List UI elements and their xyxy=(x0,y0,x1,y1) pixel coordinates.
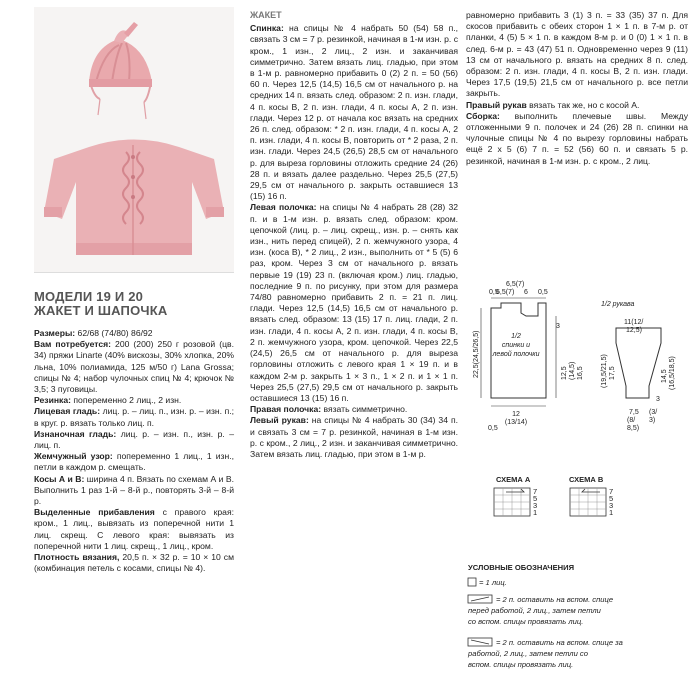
instruction-term: Правая полочка: xyxy=(250,404,322,415)
section-title xyxy=(34,290,234,318)
schema-b-title: СХЕМА В xyxy=(569,475,604,484)
sleeve-bottom-4: (3/ xyxy=(649,409,658,416)
schema-b-row-1: 1 xyxy=(609,508,614,517)
instruction-paragraph xyxy=(466,10,688,100)
sleeve-right-3: 3 xyxy=(656,396,660,403)
spec-paragraph xyxy=(34,474,234,508)
schema-a-row-1: 1 xyxy=(533,508,538,517)
schema-a-row-7: 7 xyxy=(533,487,538,496)
dim-right-top: 3 xyxy=(556,323,560,330)
dim-top-2: 6,5(7) xyxy=(496,289,515,296)
spec-text: ширина 4 п. Вязать по схемам А и В. Выполнить 1 раз 1-й – 8-й р., повторять 3-й – 8-й р. xyxy=(34,473,234,507)
column-left xyxy=(34,290,234,574)
legend-knit-icon xyxy=(468,578,476,586)
dim-top-1: 6,5(7) xyxy=(506,281,525,288)
instruction-paragraph xyxy=(250,202,458,404)
schema-b-row-7: 7 xyxy=(609,487,614,496)
spec-term: Вам потребуется: xyxy=(34,339,112,350)
spec-term: Резинка: xyxy=(34,395,71,406)
spec-term: Плотность вязания, xyxy=(34,552,120,563)
spec-paragraph xyxy=(34,552,234,574)
title-jacket-hat: ЖАКЕТ И ШАПОЧКА xyxy=(34,303,168,318)
instruction-text: выполнить плечевые швы. Между отложенными 9 п. полочек и 24 (26) 28 п. спинки на чулочные спицы № 4 по вырезу горловины набрать ещё 2 х 5 (6) 7 п. = 52 (56) 60 п. и связать 5 р. резинкой, начиная в 1-м изн. р. с кром., 2 лиц. xyxy=(466,110,688,166)
sleeve-title: 1/2 рукава xyxy=(601,301,635,308)
legend xyxy=(467,563,623,669)
spec-term: Косы А и В: xyxy=(34,473,85,484)
sleeve-side-1: (19,5/21,5) xyxy=(601,354,608,388)
instruction-text: вязать так же, но с косой А. xyxy=(526,99,640,110)
column-middle xyxy=(250,10,458,460)
dim-top-left: 0,5 xyxy=(489,289,499,296)
sleeve-right-1: 14,5 xyxy=(661,369,668,383)
sleeve-side-2: 17,5 xyxy=(609,366,616,380)
instruction-term: Правый рукав xyxy=(466,99,527,110)
schema-a-row-3: 3 xyxy=(533,501,538,510)
spec-term: Выделенные прибавления xyxy=(34,507,155,518)
pattern-diagrams xyxy=(466,268,688,688)
spec-paragraph xyxy=(34,507,234,552)
schema-b-row-5: 5 xyxy=(609,494,614,503)
instruction-paragraph xyxy=(250,404,458,415)
spec-paragraph xyxy=(34,406,234,428)
instruction-text: равномерно прибавить 3 (1) 3 п. = 33 (35) 37 п. Для скосов прибавить с обеих сторон 1 × 1 п. в 7-м р. от планки, 4 (5) 5 × 1 п. в каждом 8-м р. и 0 (0) 1 × 1 п. в след. 6-м р. = 43 (47) 51 п. Одновременно через 9 (11) 13 см от начального р. вязать на средних 8 п. след. образом: 2 п. изн. глади, 4 п. косы В, 2 п. изн. глади. Через 17,5 (19,5) 21,5 см от начального р. все петли закрыть. xyxy=(466,10,688,99)
sleeve-top-2: 12,5) xyxy=(626,327,642,334)
spec-paragraph xyxy=(34,339,234,395)
spec-paragraph xyxy=(34,328,234,339)
instruction-text: на спицы № 4 набрать 30 (34) 34 п. и связать 3 см = 7 р. резинкой, начиная в 1-м изн. р. с кром., 2 лиц., 2 изн. и заканчивая симметрично. Затем вязать лиц. гладью, при этом в 1-м р. xyxy=(250,415,458,459)
spec-term: Жемчужный узор: xyxy=(34,451,113,462)
instruction-paragraph xyxy=(250,23,458,202)
instruction-term: Спинка: xyxy=(250,23,284,34)
knitted-set-illustration xyxy=(34,7,234,272)
instruction-paragraph xyxy=(250,415,458,460)
spec-text: 200 (200) 250 г розовой (цв. 34) пряжи Linarte (40% вискозы, 30% хлопка, 20% льна, 10% полиамида, 125 м/50 г) Lana Grossa; спицы № 4; набор чулочных спиц № 4; крючок № 3,5; 3 пуговицы. xyxy=(34,339,234,395)
instruction-term: Левый рукав: xyxy=(250,415,309,426)
body-label: 1/2 спинки и левой полочки xyxy=(492,333,540,358)
spec-term: Лицевая гладь: xyxy=(34,406,101,417)
dim-bottom: 12 xyxy=(512,411,520,418)
dim-top-3: 6 xyxy=(524,289,528,296)
body-pattern-diagram xyxy=(473,281,584,432)
schema-a xyxy=(494,475,537,517)
dim-side-height: 22,5(24,5/26,5) xyxy=(473,330,480,378)
legend-item-2: = 2 п. оставить на вспом. спице перед работой, 2 лиц., затем петли со вспом. спицы провязать лиц. xyxy=(468,595,614,626)
sleeve-bottom-5: 3) xyxy=(649,417,656,424)
column-right xyxy=(466,10,688,167)
product-photo xyxy=(34,7,234,273)
instruction-text: на спицы № 4 набрать 50 (54) 58 п., связать 3 см = 7 р. резинкой, начиная в 1-м изн. р. с кром., 1 изн., 2 лиц., 2 изн. и заканчивая симметрично. Затем вязать лиц. гладью, при этом в 1-м р. равномерно прибавить 0 (2) 2 п. = 50 (56) 60 п. Через 12,5 (14,5) 16,5 см от начального р. на средних 14 п. вязать след. образом: 2 п. изн. глади, 4 п. косы В, 2 п. изн. глади, 4 п. косы А, 2 п. изн. глади. Через 12 р. от начала кос вязать на средних 26 п. след. образом: * 2 п. изн. глади, 4 п. косы А, 2 п. изн. глади, 4 п. косы В, повторить от * 2 раза, 2 п. изн. глади. Через 24,5 (26,5) 28,5 см от начального р. для выреза горловины отложить средние 24 (26) 28 п. и вязать далее раздельно. Через 25,5 (27,5) 29,5 см от начального р. закрыть оставшиеся 13 (15) 16 п. xyxy=(250,23,458,202)
schema-a-row-5: 5 xyxy=(533,494,538,503)
legend-item-1: = 1 лиц. xyxy=(479,578,507,587)
instruction-paragraph xyxy=(466,100,688,111)
schema-b xyxy=(569,475,613,517)
spec-text: 20,5 п. × 32 р. = 10 × 10 см (комбинация петель с косами, спицы № 4). xyxy=(34,552,235,574)
legend-item-3: = 2 п. оставить на вспом. спице за работой, 2 лиц., затем петли со вспом. спицы провязать лиц. xyxy=(468,638,623,669)
spec-paragraph xyxy=(34,429,234,451)
title-models: МОДЕЛИ 19 И 20 xyxy=(34,289,144,304)
legend-title: УСЛОВНЫЕ ОБОЗНАЧЕНИЯ xyxy=(468,563,575,572)
spec-text: лиц. р. – лиц. п., изн. р. – изн. п.; в круг. р. вязать только лиц. п. xyxy=(34,406,234,428)
instruction-paragraph xyxy=(466,111,688,167)
jacket-header: ЖАКЕТ xyxy=(250,10,282,20)
sleeve-bottom-2: (8/ xyxy=(627,417,636,424)
instruction-term: Левая полочка: xyxy=(250,202,317,213)
spec-paragraph xyxy=(34,395,234,406)
spec-paragraph xyxy=(34,451,234,473)
sleeve-right-2: (16,5/18,5) xyxy=(669,356,676,390)
instruction-term: Сборка: xyxy=(466,110,500,121)
spec-term: Размеры: xyxy=(34,328,76,338)
dim-right-2: (14,5) xyxy=(569,361,576,380)
schema-a-title: СХЕМА А xyxy=(496,475,531,484)
dim-right-3: 16,5 xyxy=(577,366,584,380)
spec-text: с правого края: кром., 1 лиц., вывязать из поперечной нити 1 лиц. скрещ. С левого края: вывязать из поперечной нити 1 лиц. скрещ., 1 лиц., кром. xyxy=(34,507,234,551)
dim-right-1: 12,5 xyxy=(561,366,568,380)
sleeve-bottom-1: 7,5 xyxy=(629,409,639,416)
sleeve-bottom-3: 8,5) xyxy=(627,425,640,432)
spec-text: попеременно 1 лиц., 1 изн., петли в каждом р. смещать. xyxy=(34,451,235,473)
spec-text: 62/68 (74/80) 86/92 xyxy=(75,328,153,338)
sleeve-pattern-diagram xyxy=(601,301,676,432)
dim-bottom-sizes: (13/14) xyxy=(504,419,528,426)
instruction-text: на спицы № 4 набрать 28 (28) 32 п. и в 1-м изн. р. вязать след. образом: кром. цепочкой (лиц. р. – лиц. скрещ., изн. р. – снять как изн., нить перед спицей), 2 п. жемчужного узора, 4 изн. (коса В), * 2 лиц., 2 изн., выполнить от * 5 (5) 6 раз, кром. Через 3 см от начального р. вязать первые 19 (19) 23 п. (включая кром.) лиц. гладью, последние 9 п. по рисунку, при этом для размера 74/80 равномерно прибавить 2 п. = 21 п. лиц. глади. Через 12,5 (14,5) 16,5 см от начального р. вязать след. образом: 13 (15) 17 п. лиц. глади, 2 п. изн. глади, 4 п. косы А, 2 п. изн. глади, 4 п. косы В, 2 п. жемчужного узора, кром. цепочкой. Через 22,5 (24,5) 26,5 см от начального р. для выреза горловины отложить с левого края 1 × 19 п. и в каждом 2-м р. закрыть 1 × 3 п., 1 × 2 п. и 1 × 1 п. Через 25,5 (27,5) 29,5 см от начального р. закрыть оставшиеся 13 (15) 16 п. xyxy=(250,202,459,403)
dim-bottom-edge: 0,5 xyxy=(488,425,498,432)
spec-text: лиц. р. – изн. п., изн. р. – лиц. п. xyxy=(34,428,234,451)
sleeve-top-1: 11(12/ xyxy=(624,319,644,326)
instruction-text: вязать симметрично. xyxy=(321,404,408,415)
dim-top-4: 0,5 xyxy=(538,289,548,296)
spec-term: Изнаночная гладь: xyxy=(34,428,117,439)
spec-text: попеременно 2 лиц., 2 изн. xyxy=(71,395,182,406)
schema-b-row-3: 3 xyxy=(609,501,614,510)
